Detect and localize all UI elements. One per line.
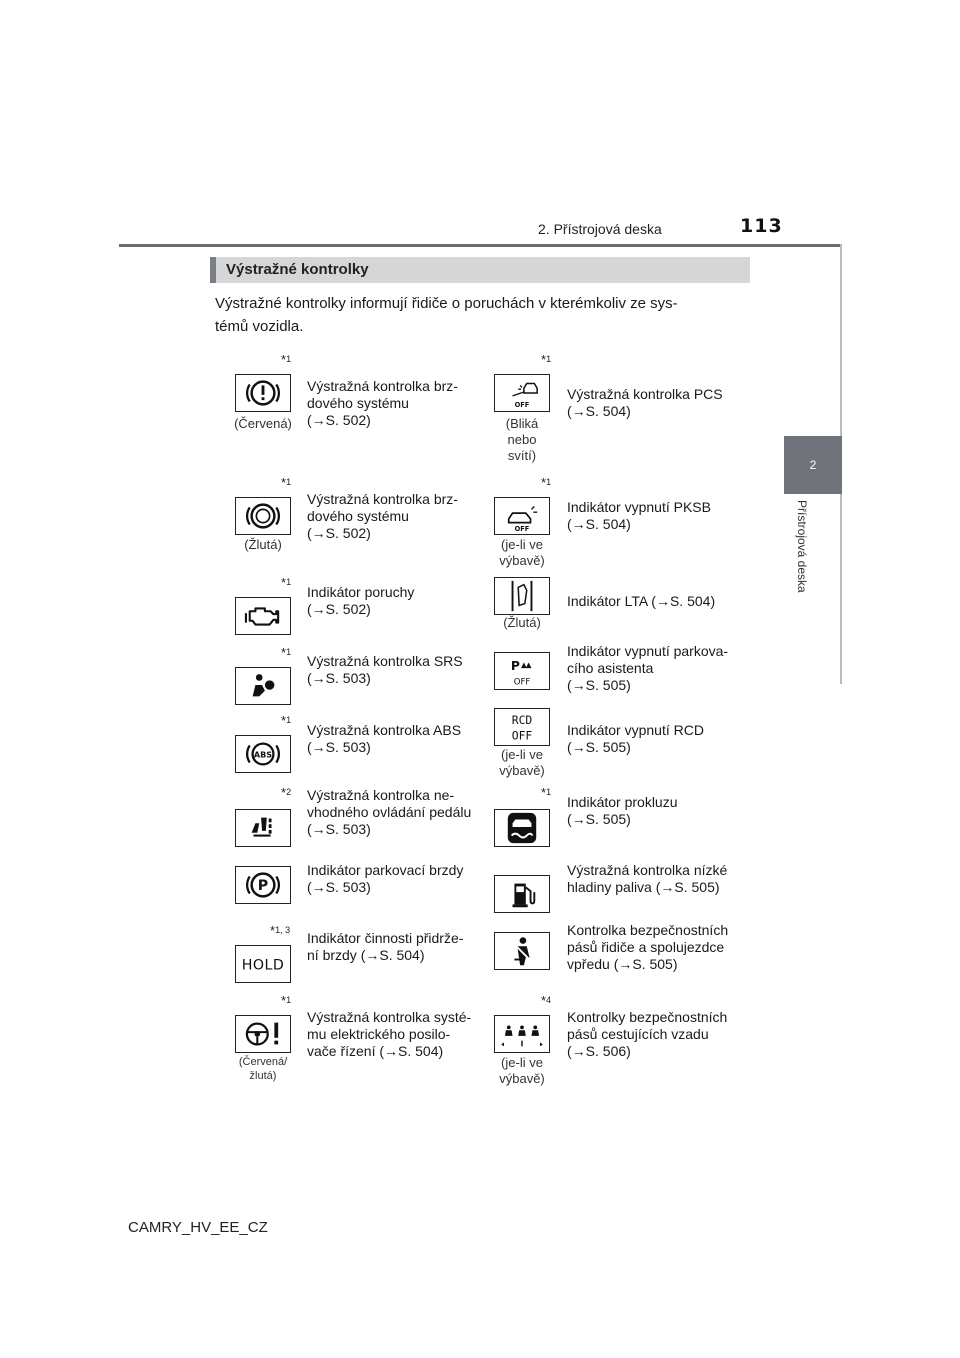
svg-text:ABS: ABS <box>253 750 273 760</box>
airbag-srs-icon <box>235 667 291 705</box>
chapter-tab <box>784 436 842 494</box>
intro-paragraph: Výstražné kontrolky informují řidiče o poruchách v kterémkoliv ze sys- témů vozidla. <box>215 295 678 335</box>
icon-color-note: (Červená) <box>234 416 292 431</box>
indicator-description: Indikátor poruchy (→S. 502) <box>307 584 415 617</box>
footnote-mark: $*_1$ <box>281 475 292 490</box>
lta-icon <box>494 577 550 615</box>
chapter-label: Přístrojová deska <box>795 500 809 593</box>
parking-assist-off-icon <box>494 652 550 690</box>
svg-text:P: P <box>510 659 520 674</box>
indicator-description: Výstražná kontrolka ne- vhodného ovládání pedálu (→S. 503) <box>307 787 472 837</box>
pcs-off-icon <box>494 374 550 412</box>
svg-text:OFF: OFF <box>514 401 530 410</box>
indicator-description: Výstražná kontrolka SRS (→S. 503) <box>307 653 463 686</box>
abs-icon <box>235 735 291 773</box>
indicator-description: Výstražná kontrolka PCS (→S. 504) <box>567 386 723 419</box>
brake-warning-icon <box>235 374 291 412</box>
footnote-mark: $*_2$ <box>281 785 292 800</box>
icon-color-note: (Žlutá) <box>503 615 541 630</box>
front-seatbelt-icon <box>494 932 550 970</box>
footnote-mark: $*_1$ <box>281 645 292 660</box>
header-section-title: 2. Přístrojová deska <box>538 221 662 237</box>
indicator-description: Indikátor činnosti přidrže- ní brzdy (→S. 504) <box>307 930 464 963</box>
parking-brake-icon <box>235 866 291 904</box>
icon-color-note: (je-li ve výbavě) <box>499 1055 545 1086</box>
indicator-description: Výstražná kontrolka systé- mu elektrického posilo- vače řízení (→S. 504) <box>307 1009 472 1059</box>
chapter-number: 2 <box>809 458 817 472</box>
pedal-misoperation-icon <box>235 809 291 847</box>
indicator-description: Indikátor LTA (→S. 504) <box>567 593 716 609</box>
indicator-description: Kontrolky bezpečnostních pásů cestujících vzadu (→S. 506) <box>567 1009 728 1059</box>
footnote-mark: $*_4$ <box>541 993 552 1008</box>
indicator-description: Kontrolka bezpečnostních pásů řidiče a spolujezdce vpředu (→S. 505) <box>567 922 729 972</box>
header-rule <box>119 244 841 247</box>
svg-text:OFF: OFF <box>511 728 533 743</box>
footnote-mark: $*_1$ <box>281 352 292 367</box>
indicator-description: Indikátor parkovací brzdy (→S. 503) <box>307 862 464 895</box>
footnote-mark: $*_1$ <box>281 575 292 590</box>
svg-text:OFF: OFF <box>514 525 530 534</box>
indicator-description: Výstražná kontrolka nízké hladiny paliva (→S. 505) <box>567 862 728 895</box>
footnote-mark: $*_1$ <box>281 713 292 728</box>
rear-seatbelt-icon <box>494 1015 550 1053</box>
svg-text:OFF: OFF <box>513 677 531 688</box>
icon-color-note: (je-li ve výbavě) <box>499 747 545 778</box>
indicator-description: Indikátor vypnutí parkova- cího asistenta (→S. 505) <box>567 643 729 693</box>
page-number: 113 <box>740 215 783 237</box>
indicator-description: Výstražná kontrolka brz- dového systému (→S. 502) <box>307 491 458 541</box>
icon-color-note: (je-li ve výbavě) <box>499 537 545 568</box>
hold-icon <box>235 945 291 983</box>
icon-color-note: (Bliká nebo svítí) <box>505 416 539 463</box>
indicator-description: Výstražná kontrolka ABS (→S. 503) <box>307 722 462 755</box>
engine-malfunction-icon <box>235 597 291 635</box>
footnote-mark: $*_1$ <box>541 785 552 800</box>
indicator-description: Indikátor prokluzu (→S. 505) <box>567 794 678 827</box>
footnote-mark: $*_1$ <box>541 475 552 490</box>
footnote-mark: $*_1$ <box>281 993 292 1008</box>
document-code: CAMRY_HV_EE_CZ <box>128 1219 268 1236</box>
rcd-off-icon <box>494 708 550 746</box>
indicator-description: Indikátor vypnutí RCD (→S. 505) <box>567 722 704 755</box>
svg-text:RCD: RCD <box>511 713 533 728</box>
power-steering-icon <box>235 1015 291 1053</box>
pksb-off-icon <box>494 497 550 535</box>
indicator-description: Indikátor vypnutí PKSB (→S. 504) <box>567 499 711 532</box>
footnote-mark: $*_{1, 3}$ <box>270 923 291 938</box>
brake-warning-yellow-icon <box>235 497 291 535</box>
icon-color-note: (Žlutá) <box>244 537 282 552</box>
footnote-mark: $*_1$ <box>541 352 552 367</box>
svg-text:HOLD: HOLD <box>241 957 285 974</box>
icon-color-note: (Červená/ žlutá) <box>238 1056 288 1082</box>
svg-text:P: P <box>257 878 269 895</box>
section-heading-bar <box>210 257 750 283</box>
indicator-description: Výstražná kontrolka brz- dového systému (→S. 502) <box>307 378 458 428</box>
slip-indicator-icon <box>494 809 550 847</box>
low-fuel-icon <box>494 875 550 913</box>
section-heading: Výstražné kontrolky <box>226 261 369 278</box>
